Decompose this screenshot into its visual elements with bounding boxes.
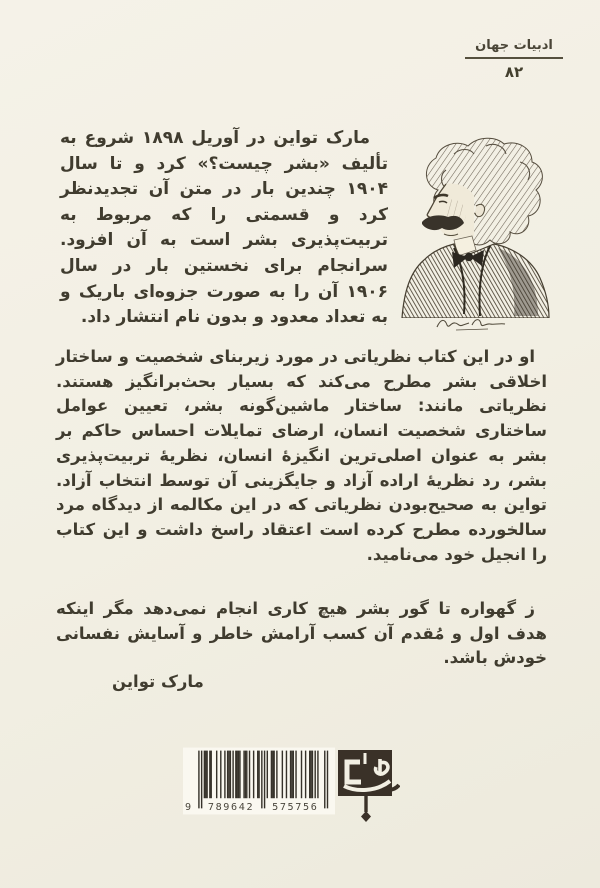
- series-header: [462, 38, 566, 81]
- barcode-digit-group-1: 789642: [207, 801, 255, 813]
- series-title: ادبیات جهان: [475, 38, 553, 53]
- barcode-lead-digit: 9: [185, 801, 193, 813]
- mark-twain-portrait: [394, 136, 556, 338]
- series-number: ۸۲: [504, 63, 524, 81]
- publisher-logo-mark: [336, 748, 400, 828]
- quote-attribution: مارک تواین: [112, 672, 204, 691]
- mark-twain-signature: [434, 314, 508, 334]
- barcode-bars: [183, 747, 335, 815]
- mark-twain-engraving-icon: [394, 136, 552, 318]
- barcode-digit-group-2: 575756: [272, 801, 319, 813]
- isbn-barcode: [183, 747, 335, 815]
- series-divider: [465, 57, 563, 59]
- quote-paragraph: ز گهواره تا گور بشر هیچ کاری انجام نمی‌دهد مگر اینکه هدف اول و مُقدم آن کسب آرامش خاطر و آسایش نفسانی خودش باشد.: [56, 599, 547, 668]
- publisher-logo-icon: [336, 748, 400, 828]
- description-paragraph: او در این کتاب نظریاتی در مورد زیربنای شخصیت و ساختار اخلاقی بشر مطرح می‌کند که بسیار بحث‌برانگیز هستند. نظریاتی مانند: ساختار ماشین‌گونه بشر، تعیین عوامل ساختاری شخصیت انسان، ارضای تمایلات احساس حاکم بر بشر به عنوان اصلی‌ترین انگیزهٔ انسان، نظریهٔ تربیت‌پذیری بشر، رد نظریهٔ اراده آزاد و جایگزینی آن توسط انتخاب آزاد. تواین به صحیح‌بودن نظریاتی که در این مکالمه از دیدگاه مرد سالخورده مطرح کرده است اعتقاد راسخ داشت و این کتاب را انجیل خود می‌نامید.: [56, 347, 547, 564]
- intro-paragraph: مارک تواین در آوریل ۱۸۹۸ شروع به تألیف «بشر چیست؟» کرد و تا سال ۱۹۰۴ چندین بار در متن آن تجدیدنظر کرد و قسمتی را که مربوط به تربیت‌پذیری بشر است به آن افزود. سرانجام برای نخستین بار در سال ۱۹۰۶ آن را به صورت جزوه‌ای باریک و به تعداد معدود و بدون نام انتشار داد.: [60, 128, 388, 328]
